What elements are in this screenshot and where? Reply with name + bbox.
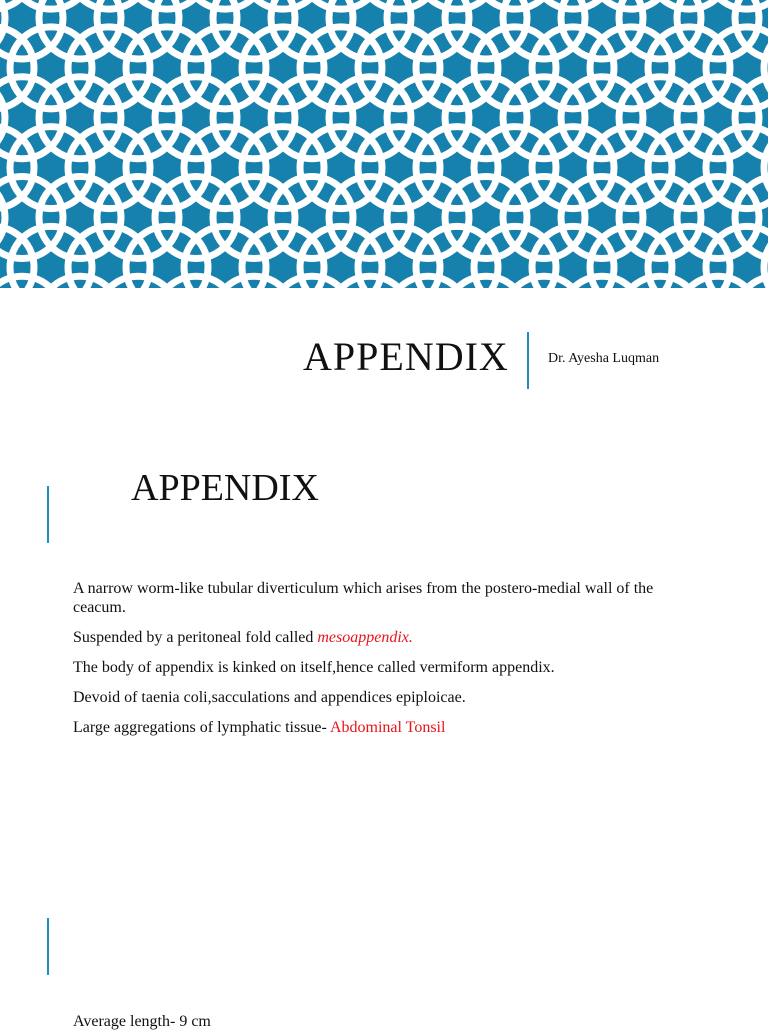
decorative-pattern-banner — [0, 0, 768, 288]
bullet-item — [73, 628, 683, 647]
bullet-item: Devoid of taenia coli,sacculations and appendices epiploicae. — [73, 689, 466, 706]
author-name: Dr. Ayesha Luqman — [548, 351, 660, 366]
slide-accent-bar — [47, 918, 49, 975]
highlight-term: mesoappendix. — [317, 629, 413, 646]
bullet-item: A narrow worm-like tubular diverticulum which arises from the postero-medial wall of the ceacum. — [73, 580, 654, 616]
bullet-item — [73, 718, 683, 737]
highlight-term: Abdominal Tonsil — [329, 719, 446, 736]
slide-accent-bar — [47, 486, 49, 543]
bullet-item: The body of appendix is kinked on itself,hence called vermiform appendix. — [73, 659, 555, 676]
title-divider — [527, 332, 529, 389]
pattern-ring — [735, 77, 768, 159]
pattern-ring — [0, 177, 5, 259]
pattern-ring — [764, 27, 768, 109]
cover-title: APPENDIX — [303, 334, 509, 379]
interlocking-circle-pattern — [0, 0, 768, 288]
slide-text-line: Average length- 9 cm — [73, 1013, 211, 1030]
bullet-text: Large aggregations of lymphatic tissue- — [73, 719, 330, 736]
pattern-ring — [764, 127, 768, 209]
slide-title: APPENDIX — [131, 467, 319, 509]
pattern-ring — [0, 77, 5, 159]
bullet-text: Suspended by a peritoneal fold called — [73, 629, 318, 646]
slide-bullet-list — [73, 579, 683, 748]
pattern-ring — [735, 177, 768, 259]
